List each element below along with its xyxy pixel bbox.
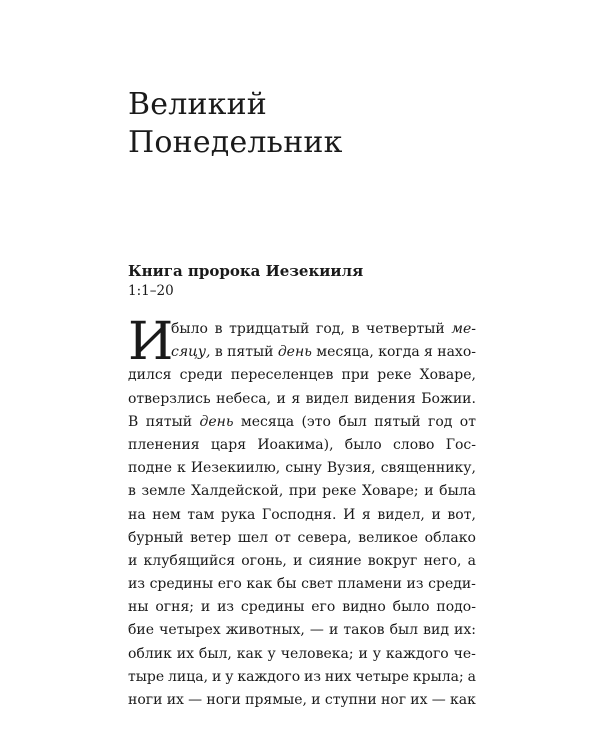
word: ме- bbox=[451, 321, 476, 337]
text-line bbox=[128, 550, 476, 573]
word: и bbox=[311, 692, 321, 708]
word: я bbox=[424, 344, 433, 361]
word: и bbox=[431, 506, 441, 523]
word: Ховаре; bbox=[362, 483, 419, 500]
word: среди- bbox=[428, 576, 476, 593]
word: человека; bbox=[280, 645, 354, 662]
word: — bbox=[309, 622, 324, 639]
text-line bbox=[128, 480, 476, 503]
word: четыре bbox=[355, 668, 410, 685]
reading-reference: 1:1–20 bbox=[128, 283, 174, 299]
word: их bbox=[176, 645, 194, 662]
chapter-title-line-1: Великий bbox=[128, 87, 267, 122]
word: среди bbox=[179, 367, 223, 384]
word: день bbox=[277, 344, 312, 361]
word: В bbox=[128, 413, 139, 430]
word: и bbox=[424, 483, 434, 500]
word: и bbox=[276, 390, 286, 407]
text-line bbox=[128, 666, 476, 689]
text-line bbox=[128, 434, 476, 457]
word: сяцу, bbox=[171, 344, 211, 361]
word: клубящийся bbox=[143, 552, 236, 569]
word: реке bbox=[322, 483, 357, 500]
text-line bbox=[128, 457, 476, 480]
chapter-title-line-2: Понедельник bbox=[128, 125, 343, 160]
reading-title: Книга пророка Иезекииля bbox=[128, 262, 364, 280]
word: и bbox=[328, 622, 339, 639]
word: дился bbox=[128, 367, 172, 384]
word: было bbox=[392, 599, 430, 616]
text-line bbox=[171, 341, 476, 364]
text-line bbox=[128, 504, 476, 527]
word: из bbox=[304, 668, 321, 685]
word: священнику, bbox=[380, 460, 476, 477]
word: крыла; bbox=[412, 668, 464, 685]
word: и bbox=[211, 668, 222, 685]
text-line bbox=[128, 411, 476, 434]
word: их bbox=[410, 692, 428, 708]
text-line bbox=[128, 573, 476, 596]
text-line bbox=[128, 527, 476, 550]
word: нахо- bbox=[437, 344, 476, 361]
word: было bbox=[171, 321, 208, 337]
word: них bbox=[324, 668, 352, 685]
word: видел, bbox=[377, 506, 425, 523]
chapter-title bbox=[128, 86, 343, 162]
word: пленения bbox=[128, 436, 200, 453]
text-line bbox=[128, 596, 476, 619]
word: прямые, bbox=[245, 692, 308, 708]
word: а bbox=[467, 552, 476, 569]
word: видел bbox=[305, 390, 349, 407]
word: средины bbox=[149, 576, 214, 593]
word: — bbox=[188, 692, 203, 708]
word: реке bbox=[377, 367, 412, 384]
word: сыну bbox=[285, 460, 322, 477]
word: бие bbox=[128, 622, 155, 639]
word: в bbox=[214, 321, 223, 337]
word: при bbox=[341, 367, 370, 384]
word: вот, bbox=[447, 506, 476, 523]
word: огонь, bbox=[241, 552, 287, 569]
word: бурный bbox=[128, 529, 184, 546]
word: лица, bbox=[168, 668, 209, 685]
word: там bbox=[187, 506, 215, 523]
word: у bbox=[267, 645, 276, 662]
word: был bbox=[338, 413, 367, 430]
text-line bbox=[128, 643, 476, 666]
word: у bbox=[372, 645, 381, 662]
word: от bbox=[274, 529, 291, 546]
word: Господня. bbox=[261, 506, 337, 523]
word: как bbox=[236, 645, 263, 662]
word: шел bbox=[237, 529, 269, 546]
word: вокруг bbox=[367, 552, 418, 569]
drop-cap: И bbox=[128, 312, 174, 372]
word: ны bbox=[128, 599, 149, 616]
word: Халдейской, bbox=[191, 483, 284, 500]
word: великое bbox=[358, 529, 419, 546]
word: четырех bbox=[159, 622, 221, 639]
word: ноги bbox=[128, 692, 163, 708]
word: и bbox=[293, 552, 303, 569]
word: бы bbox=[276, 576, 297, 593]
word: из bbox=[217, 599, 235, 616]
word: Гос- bbox=[445, 436, 476, 453]
word: таков bbox=[343, 622, 385, 639]
word: тридцатый bbox=[229, 321, 310, 337]
word: от bbox=[459, 413, 476, 430]
word: пламени bbox=[337, 576, 402, 593]
word: подо- bbox=[436, 599, 476, 616]
word: год, bbox=[316, 321, 345, 337]
word: Иезекиилю, bbox=[190, 460, 281, 477]
word: Вузия, bbox=[326, 460, 376, 477]
word: Божии. bbox=[421, 390, 476, 407]
word: ветер bbox=[190, 529, 232, 546]
word: при bbox=[288, 483, 317, 500]
word: и bbox=[358, 645, 368, 662]
word: видно bbox=[342, 599, 386, 616]
word: средины bbox=[240, 599, 305, 616]
scripture-lines bbox=[128, 312, 476, 712]
word: ног bbox=[380, 692, 407, 708]
word: был, bbox=[198, 645, 232, 662]
word: в bbox=[351, 321, 360, 337]
word: облако bbox=[424, 529, 476, 546]
word: И bbox=[343, 506, 356, 523]
word: подне bbox=[128, 460, 172, 477]
word: а bbox=[467, 668, 476, 685]
word: сияние bbox=[308, 552, 362, 569]
word: каждого bbox=[385, 645, 449, 662]
text-line bbox=[128, 364, 476, 387]
word: и bbox=[200, 599, 211, 616]
word: него, bbox=[423, 552, 462, 569]
word: свет bbox=[301, 576, 333, 593]
word: в bbox=[128, 483, 136, 500]
word: их: bbox=[454, 622, 476, 639]
word: ступни bbox=[324, 692, 377, 708]
word: четвертый bbox=[366, 321, 445, 337]
word: был bbox=[389, 622, 419, 639]
text-line bbox=[128, 388, 476, 411]
text-line bbox=[171, 318, 476, 341]
text-line bbox=[128, 689, 476, 712]
word: к bbox=[177, 460, 186, 477]
word: Иоакима), bbox=[257, 436, 334, 453]
word: каждого bbox=[237, 668, 301, 685]
word: его bbox=[217, 576, 242, 593]
word: когда bbox=[378, 344, 420, 361]
word: слово bbox=[392, 436, 435, 453]
word: из bbox=[128, 576, 145, 593]
word: была bbox=[439, 483, 476, 500]
word: и bbox=[128, 552, 138, 569]
word: день bbox=[199, 413, 234, 430]
word: у bbox=[225, 668, 234, 685]
word: было bbox=[344, 436, 382, 453]
word: я bbox=[291, 390, 301, 407]
word: севера, bbox=[297, 529, 352, 546]
word: животных, bbox=[225, 622, 305, 639]
word: пятый bbox=[227, 344, 274, 361]
word: переселенцев bbox=[230, 367, 334, 384]
scripture-text bbox=[128, 312, 476, 712]
word: — bbox=[431, 692, 446, 708]
word: из bbox=[406, 576, 424, 593]
word: огня; bbox=[155, 599, 194, 616]
word: отверзлись bbox=[128, 390, 211, 407]
word: я bbox=[361, 506, 371, 523]
word: как bbox=[246, 576, 273, 593]
word: царя bbox=[210, 436, 247, 453]
word: тыре bbox=[128, 668, 165, 685]
word: нем bbox=[152, 506, 181, 523]
word: их bbox=[166, 692, 184, 708]
word: пятый bbox=[145, 413, 193, 430]
word: вид bbox=[423, 622, 449, 639]
word: че- bbox=[453, 645, 476, 662]
word: как bbox=[450, 692, 476, 708]
word: ноги bbox=[206, 692, 241, 708]
word: на bbox=[128, 506, 146, 523]
word: месяца, bbox=[316, 344, 374, 361]
word: его bbox=[311, 599, 336, 616]
word: небеса, bbox=[216, 390, 272, 407]
word: пятый bbox=[374, 413, 421, 430]
word: Ховаре, bbox=[419, 367, 476, 384]
word: (это bbox=[301, 413, 331, 430]
word: земле bbox=[141, 483, 186, 500]
word: облик bbox=[128, 645, 172, 662]
word: рука bbox=[221, 506, 256, 523]
word: в bbox=[214, 344, 223, 361]
word: месяца bbox=[240, 413, 295, 430]
word: видения bbox=[354, 390, 416, 407]
word: год bbox=[427, 413, 453, 430]
text-line bbox=[128, 619, 476, 642]
